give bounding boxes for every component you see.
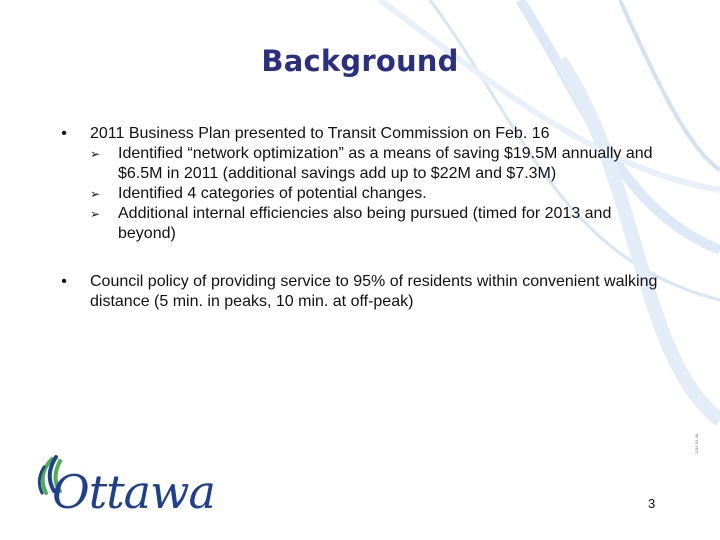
- bullet-marker: •: [61, 125, 67, 142]
- sub-bullet-list: [58, 144, 658, 244]
- vertical-code: 2011-03-08: [694, 433, 699, 454]
- page-number: 3: [648, 496, 656, 511]
- sub-bullet-item: [90, 204, 658, 244]
- spacer: [58, 244, 658, 272]
- bullet-item: [58, 124, 658, 244]
- slide-title: Background: [261, 44, 459, 78]
- arrow-bullet-icon: ➢: [90, 187, 101, 201]
- bullet-item: [58, 272, 658, 312]
- sub-bullet-text: Identified “network optimization” as a means of saving $19.5M annually and $6.5M in 2011 (additional savings add up to $22M and $7.3M): [118, 145, 653, 182]
- bullet-text: 2011 Business Plan presented to Transit Commission on Feb. 16: [90, 125, 550, 142]
- sub-bullet-text: Additional internal efficiencies also being pursued (timed for 2013 and beyond): [118, 205, 612, 242]
- sub-bullet-item: [90, 144, 658, 184]
- arrow-bullet-icon: ➢: [90, 207, 101, 221]
- bullet-list: [58, 124, 658, 312]
- sub-bullet-item: [90, 184, 658, 204]
- ottawa-logo: [32, 451, 215, 521]
- arrow-bullet-icon: ➢: [90, 147, 101, 161]
- bullet-marker: •: [61, 273, 67, 290]
- bullet-text: Council policy of providing service to 95% of residents within convenient walking distance (5 min. in peaks, 10 min. at off-peak): [90, 273, 658, 310]
- sub-bullet-text: Identified 4 categories of potential changes.: [118, 185, 427, 202]
- logo-wordmark: Ottawa: [52, 465, 215, 519]
